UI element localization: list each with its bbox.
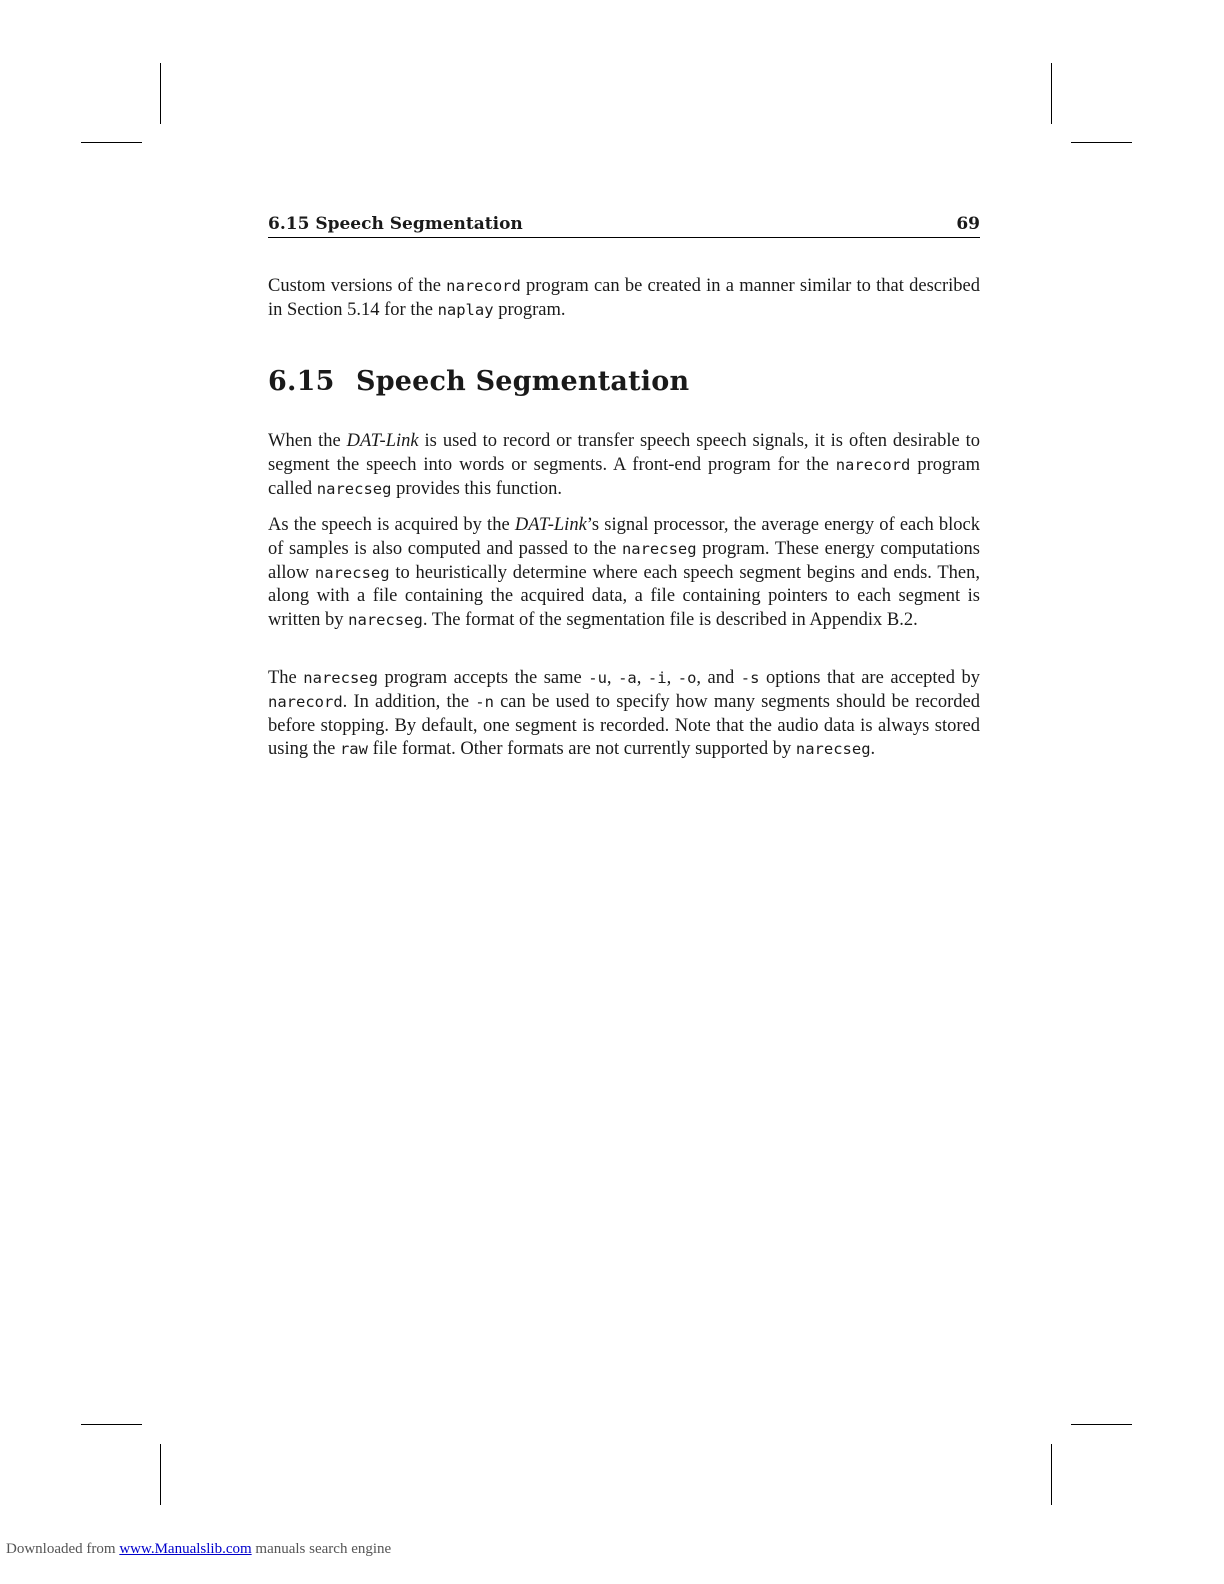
crop-mark (1051, 1444, 1052, 1505)
section-heading (268, 366, 689, 397)
crop-mark (160, 1444, 161, 1505)
crop-mark (1071, 1424, 1132, 1425)
running-head (268, 212, 980, 238)
crop-mark (81, 1424, 142, 1425)
body-paragraph-2: As the speech is acquired by the DAT-Link’s signal processor, the average energy of each block of samples is also computed and passed to the narecseg program. These energy computations allow narecseg to heuristically determine where each speech segment begins and ends. Then, along with a file containing the acquired data, a file containing pointers to each segment is written by narecseg. The format of the segmentation file is described in Appendix B.2. (268, 515, 980, 631)
body-paragraph-1: When the DAT-Link is used to record or transfer speech speech signals, it is often desirable to segment the speech into words or segments. A front-end program for the narecord program called narecseg provides this function. (268, 431, 980, 499)
crop-mark (1051, 63, 1052, 124)
page-number: 69 (956, 214, 980, 234)
running-head-title: 6.15 Speech Segmentation (268, 214, 523, 234)
section-number: 6.15 (268, 366, 335, 397)
manualslib-link[interactable]: www.Manualslib.com (119, 1541, 252, 1557)
crop-mark (160, 63, 161, 124)
body-paragraph-3: The narecseg program accepts the same -u, -a, -i, -o, and -s options that are accepted by narecord. In addition, the -n can be used to specify how many segments should be recorded before stopping. By default, one segment is recorded. Note that the audio data is always stored using the raw file format. Other formats are not currently supported by narecseg. (268, 668, 981, 760)
crop-mark (1071, 142, 1132, 143)
section-title: Speech Segmentation (356, 366, 690, 397)
download-footer: Downloaded from www.Manualslib.com manuals search engine (6, 1541, 392, 1557)
crop-mark (81, 142, 142, 143)
intro-paragraph: Custom versions of the narecord program can be created in a manner similar to that described in Section 5.14 for the naplay program. (268, 276, 980, 320)
